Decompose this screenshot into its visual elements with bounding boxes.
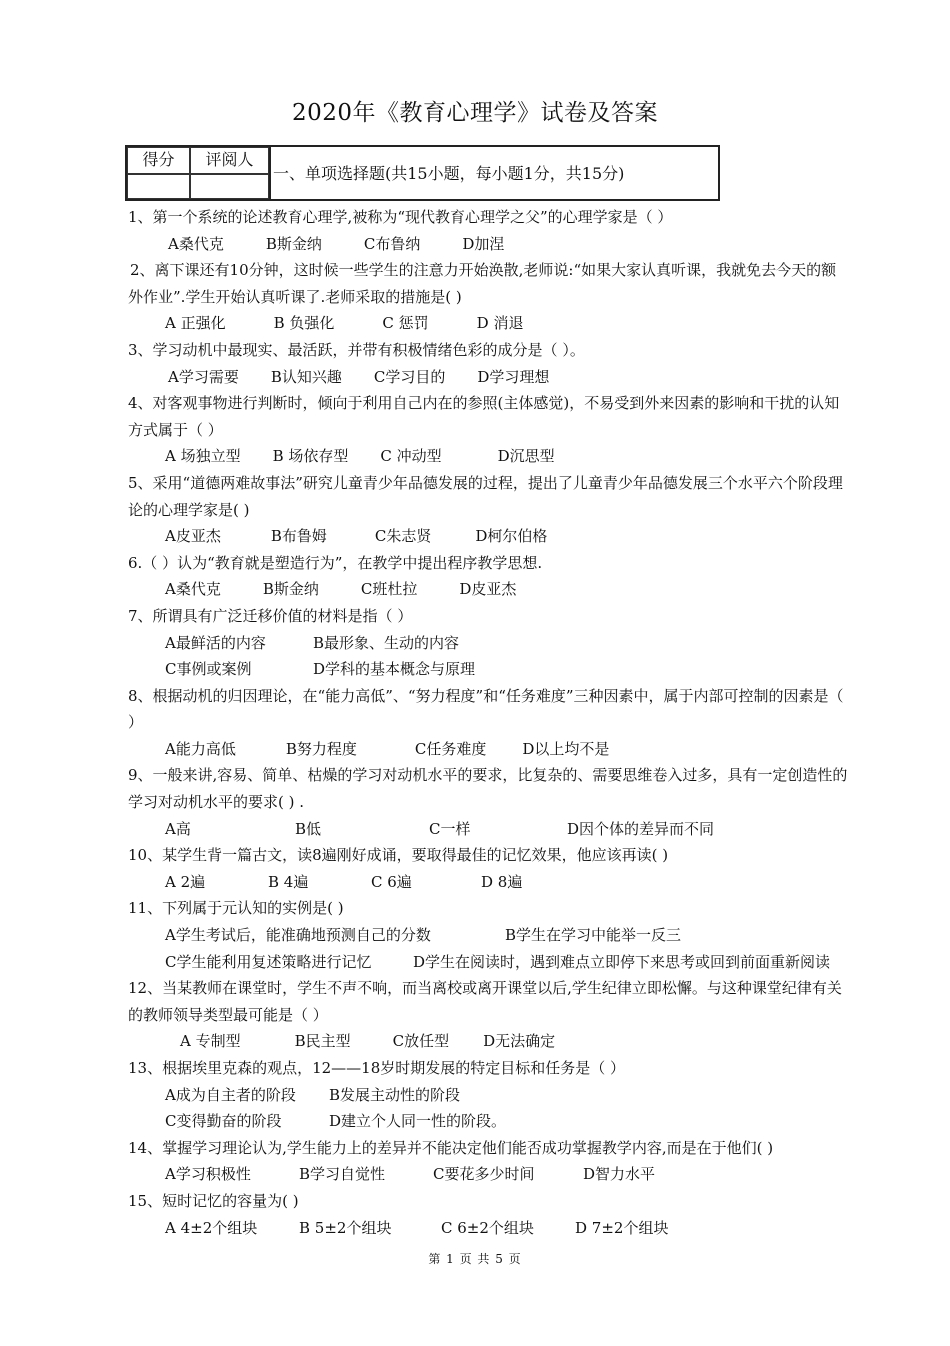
option-row — [128, 1028, 850, 1055]
option: D柯尔伯格 — [475, 527, 548, 546]
option-row — [128, 523, 850, 550]
question-stem: 4、对客观事物进行判断时，倾向于利用自己内在的参照(主体感觉)，不易受到外来因素的影响和干扰的认知方式属于（ ） — [128, 394, 840, 439]
question-list — [128, 204, 850, 1241]
option: C 6遍 — [371, 872, 412, 891]
option: A学习需要 — [168, 367, 239, 386]
option: A 2遍 — [165, 872, 206, 891]
question-stem: 6.（ ）认为“教育就是塑造行为”，在教学中提出程序教学思想. — [128, 553, 543, 572]
option: C 冲动型 — [380, 447, 442, 466]
option: A成为自主者的阶段 — [165, 1085, 296, 1104]
option: C布鲁纳 — [363, 234, 421, 253]
question-stem: 8、根据动机的归因理论，在“能力高低”、“努力程度”和“任务难度”三种因素中，属于内部可控制的因素是（ ） — [128, 686, 844, 732]
option: C学生能利用复述策略进行记忆 — [165, 952, 372, 971]
score-label-cell — [127, 147, 190, 174]
option-row — [128, 630, 850, 657]
option-row — [128, 1108, 850, 1135]
option: A最鲜活的内容 — [165, 633, 266, 652]
page-footer: 第 1 页 共 5 页 — [428, 1252, 522, 1266]
option: B斯金纳 — [262, 580, 319, 599]
option: D 7±2个组块 — [575, 1218, 669, 1237]
option: D学生在阅读时，遇到难点立即停下来思考或回到前面重新阅读 — [413, 952, 831, 971]
section-heading: 一、单项选择题(共15小题，每小题1分，共15分) — [273, 164, 625, 183]
option: D无法确定 — [483, 1032, 556, 1051]
option: A高 — [165, 819, 191, 838]
question-stem: 13、根据埃里克森的观点，12——18岁时期发展的特定目标和任务是（ ） — [128, 1059, 626, 1077]
option: C变得勤奋的阶段 — [165, 1112, 282, 1131]
reviewer-blank-cell[interactable] — [190, 174, 269, 199]
option: D加涅 — [462, 234, 505, 253]
option: D以上均不是 — [522, 739, 610, 758]
option-row — [128, 1161, 850, 1188]
option: D 8遍 — [481, 872, 523, 891]
option: A 4±2个组块 — [165, 1218, 258, 1237]
option: C放任型 — [392, 1032, 450, 1051]
option: C任务难度 — [414, 739, 487, 758]
option: A能力高低 — [165, 739, 236, 758]
option: D沉思型 — [497, 447, 555, 466]
option: B学生在学习中能举一反三 — [505, 926, 682, 945]
option-row — [128, 576, 850, 603]
option: A 专制型 — [180, 1032, 241, 1051]
option: B最形象、生动的内容 — [313, 633, 460, 652]
score-blank-cell[interactable] — [127, 174, 190, 199]
question-stem: 11、下列属于元认知的实例是( ) — [128, 899, 344, 918]
option: B 负强化 — [273, 314, 335, 333]
option: A学习积极性 — [165, 1165, 251, 1184]
option: C班杜拉 — [360, 580, 418, 599]
question-stem: 2、离下课还有10分钟，这时候一些学生的注意力开始涣散,老师说:“如果大家认真听课，我就免去今天的额外作业”.学生开始认真听课了.老师采取的措施是( ) — [128, 261, 837, 306]
reviewer-label-cell — [190, 147, 269, 174]
question-stem: 7、所谓具有广泛迁移价值的材料是指（ ） — [128, 606, 413, 625]
question-stem: 15、短时记忆的容量为( ) — [128, 1191, 299, 1210]
option-row — [128, 310, 850, 337]
option: D 消退 — [476, 314, 524, 333]
option: A学生考试后，能准确地预测自己的分数 — [165, 926, 431, 945]
option: D智力水平 — [583, 1165, 656, 1184]
option-row — [128, 816, 850, 843]
option: A桑代克 — [165, 580, 221, 599]
option-row — [128, 364, 850, 391]
option-row — [128, 949, 850, 976]
option: A 正强化 — [165, 314, 226, 333]
option: C一样 — [429, 819, 471, 838]
score-label: 得分 — [142, 150, 175, 169]
option: B民主型 — [294, 1032, 351, 1051]
option-row — [128, 656, 850, 683]
option: D因个体的差异而不同 — [567, 819, 715, 838]
table-divider — [269, 147, 271, 199]
option-row — [128, 1215, 850, 1242]
question-stem: 14、掌握学习理论认为,学生能力上的差异并不能决定他们能否成功掌握教学内容,而是在于他们( ) — [128, 1138, 774, 1157]
option: B 场依存型 — [272, 447, 349, 466]
option: C 6±2个组块 — [441, 1218, 534, 1237]
option-row — [128, 922, 850, 949]
option: C事例或案例 — [165, 660, 252, 679]
option: D皮亚杰 — [459, 580, 517, 599]
question-stem: 3、学习动机中最现实、最活跃，并带有积极情绪色彩的成分是（ ）。 — [128, 340, 585, 359]
option: B发展主动性的阶段 — [329, 1085, 461, 1104]
option: B布鲁姆 — [270, 527, 327, 546]
option: B斯金纳 — [265, 234, 322, 253]
option: B学习自觉性 — [299, 1165, 386, 1184]
option: C要花多少时间 — [433, 1165, 535, 1184]
question-stem: 10、某学生背一篇古文，读8遍刚好成诵，要取得最佳的记忆效果，他应该再读( ) — [128, 846, 669, 865]
option: B 4遍 — [268, 872, 309, 891]
option: D建立个人同一性的阶段。 — [329, 1112, 507, 1131]
exam-title: 2020年《教育心理学》试卷及答案 — [291, 100, 659, 126]
option: C 惩罚 — [382, 314, 429, 333]
reviewer-label: 评阅人 — [205, 150, 254, 169]
option: B认知兴趣 — [270, 367, 342, 386]
option: A皮亚杰 — [165, 527, 221, 546]
option: C朱志贤 — [374, 527, 432, 546]
question-stem: 1、第一个系统的论述教育心理学,被称为“现代教育心理学之父”的心理学家是（ ） — [128, 208, 673, 226]
question-stem: 5、采用“道德两难故事法”研究儿童青少年品德发展的过程，提出了儿童青少年品德发展三个水平六个阶段理论的心理学家是( ) — [128, 473, 843, 519]
question-stem: 9、一般来讲,容易、简单、枯燥的学习对动机水平的要求，比复杂的、需要思维卷入过多，具有一定创造性的学习对动机水平的要求( ) . — [128, 766, 848, 812]
option: B 5±2个组块 — [299, 1218, 392, 1237]
question-stem: 12、当某教师在课堂时，学生不声不响，而当离校或离开课堂以后,学生纪律立即松懈。与这种课堂纪律有关的教师领导类型最可能是（ ） — [128, 979, 842, 1024]
option-row — [128, 869, 850, 896]
option-row — [128, 736, 850, 763]
option: B努力程度 — [285, 739, 357, 758]
option-row — [128, 1082, 850, 1109]
option: B低 — [295, 819, 322, 838]
option: D学习理想 — [477, 367, 550, 386]
option: A桑代克 — [168, 234, 224, 253]
score-table — [125, 145, 720, 201]
option-row — [128, 443, 850, 470]
option: A 场独立型 — [165, 447, 241, 466]
option: D学科的基本概念与原理 — [313, 660, 476, 679]
option-row — [128, 231, 850, 258]
option: C学习目的 — [373, 367, 446, 386]
